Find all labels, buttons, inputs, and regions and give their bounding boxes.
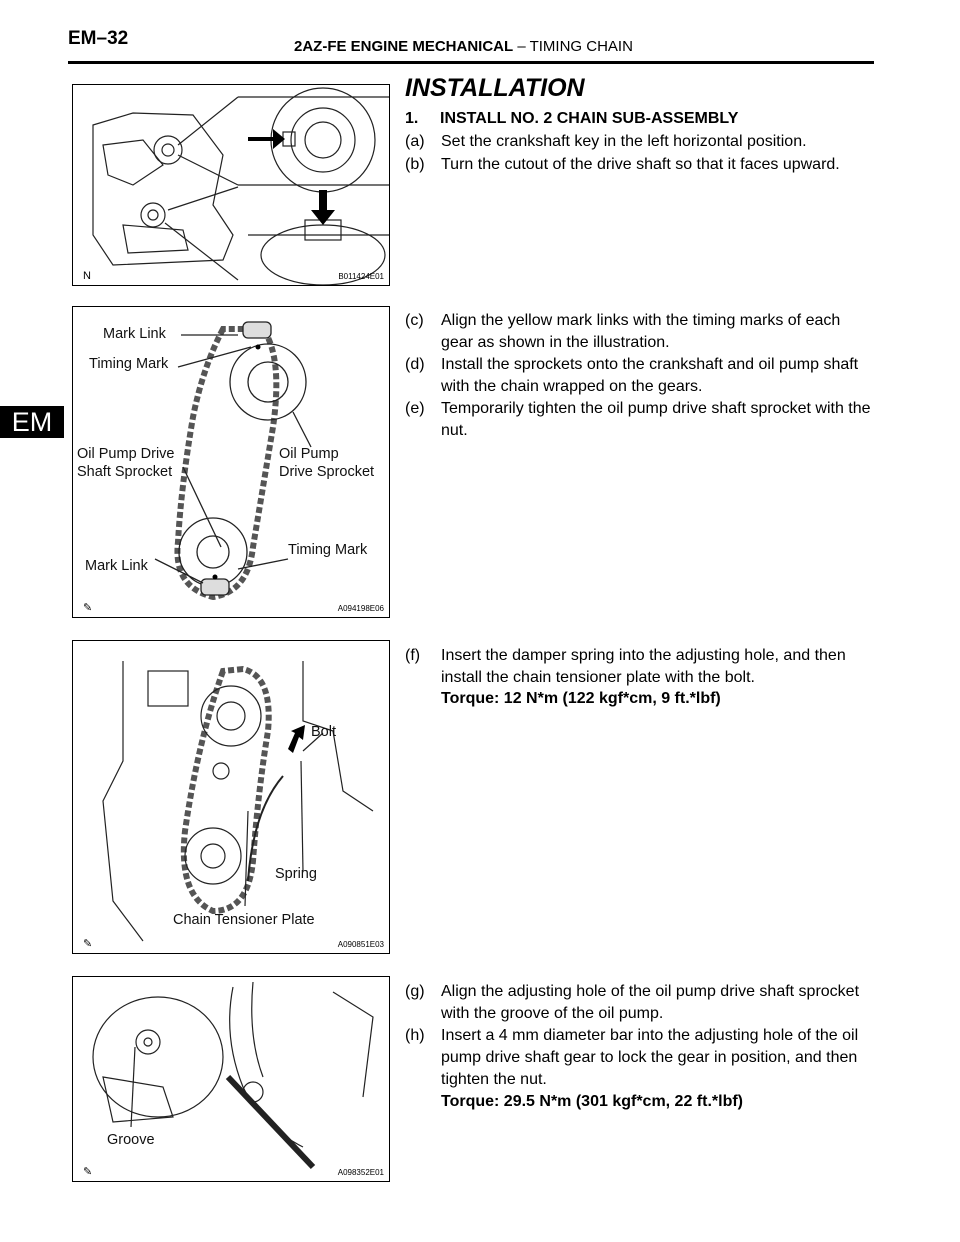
step-1 — [405, 108, 875, 130]
header-separator: – — [517, 38, 526, 55]
substep-tag: (e) — [405, 400, 425, 417]
substep-text: Align the adjusting hole of the oil pump drive shaft sprocket with the groove of the oil pump. — [441, 983, 860, 1022]
header-title — [294, 38, 633, 55]
substep-d — [405, 354, 875, 398]
substep-tag: (f) — [405, 647, 421, 664]
figure-corner-mark: ✎ — [83, 1166, 93, 1178]
label-chain-tensioner-plate: Chain Tensioner Plate — [173, 912, 315, 928]
substep-tag: (g) — [405, 983, 425, 1000]
step-title: INSTALL NO. 2 CHAIN SUB-ASSEMBLY — [440, 110, 739, 127]
figure-chain-tensioner — [72, 640, 390, 954]
substep-text: Turn the cutout of the drive shaft so that it faces upward. — [441, 156, 840, 173]
figure-chain-alignment — [72, 306, 390, 618]
substep-tag: (d) — [405, 356, 425, 373]
figure-corner-mark: ✎ — [83, 602, 93, 614]
substep-b — [405, 154, 875, 198]
figure-corner-mark: N — [83, 270, 91, 282]
header-section: 2AZ-FE ENGINE MECHANICAL — [294, 38, 514, 55]
substep-c — [405, 310, 875, 354]
label-groove: Groove — [107, 1132, 155, 1148]
substep-text: Insert a 4 mm diameter bar into the adjusting hole of the oil pump drive shaft gear to lock the gear in position, and then tighten the nut. — [441, 1027, 859, 1088]
substep-tag: (b) — [405, 156, 425, 173]
label-oil-pump-drive-sprocket: Oil Pump Drive Sprocket — [279, 446, 375, 480]
substep-g — [405, 981, 875, 1025]
label-bolt: Bolt — [311, 724, 336, 740]
substep-h — [405, 1025, 875, 1091]
substep-tag: (h) — [405, 1027, 425, 1044]
figure-oil-pump-groove — [72, 976, 390, 1182]
figure-code: A094198E06 — [337, 604, 384, 613]
substep-text: Set the crankshaft key in the left horizontal position. — [441, 133, 807, 150]
step-number: 1. — [405, 110, 419, 127]
figure-code: B011424E01 — [338, 272, 384, 281]
figure-code: A098352E01 — [337, 1168, 384, 1177]
substep-text: Align the yellow mark links with the timing marks of each gear as shown in the illustration. — [441, 312, 841, 351]
oil-pump-groove-illustration — [73, 977, 389, 1181]
substep-text: Insert the damper spring into the adjusting hole, and then install the chain tensioner plate with the bolt. — [441, 647, 846, 686]
figure-code: A090851E03 — [337, 940, 384, 949]
torque-spec-h: Torque: 29.5 N*m (301 kgf*cm, 22 ft.*lbf) — [441, 1093, 743, 1110]
substep-f — [405, 645, 875, 689]
substep-text: Install the sprockets onto the crankshaft and oil pump shaft with the chain wrapped on the gears. — [441, 356, 859, 395]
substep-tag: (c) — [405, 312, 424, 329]
substep-text: Temporarily tighten the oil pump drive shaft sprocket with the nut. — [441, 400, 871, 439]
label-oil-pump-drive-shaft-sprocket: Oil Pump Drive Shaft Sprocket — [77, 446, 175, 480]
label-timing-mark-bottom: Timing Mark — [288, 542, 368, 558]
substep-a — [405, 131, 875, 153]
label-mark-link-top: Mark Link — [103, 326, 166, 342]
section-heading: INSTALLATION — [405, 74, 585, 102]
crankshaft-key-illustration — [73, 85, 389, 285]
substep-e — [405, 398, 875, 442]
header-subsection: TIMING CHAIN — [529, 38, 633, 55]
torque-spec-f: Torque: 12 N*m (122 kgf*cm, 9 ft.*lbf) — [441, 690, 721, 707]
section-side-tab: EM — [0, 406, 64, 438]
header-rule — [68, 61, 874, 64]
page-number: EM–32 — [68, 28, 129, 49]
figure-crankshaft-key — [72, 84, 390, 286]
substep-tag: (a) — [405, 133, 425, 150]
label-spring: Spring — [275, 866, 317, 882]
label-timing-mark-top: Timing Mark — [89, 356, 169, 372]
label-mark-link-bottom: Mark Link — [85, 558, 148, 574]
figure-corner-mark: ✎ — [83, 938, 93, 950]
chain-tensioner-illustration — [73, 641, 389, 953]
